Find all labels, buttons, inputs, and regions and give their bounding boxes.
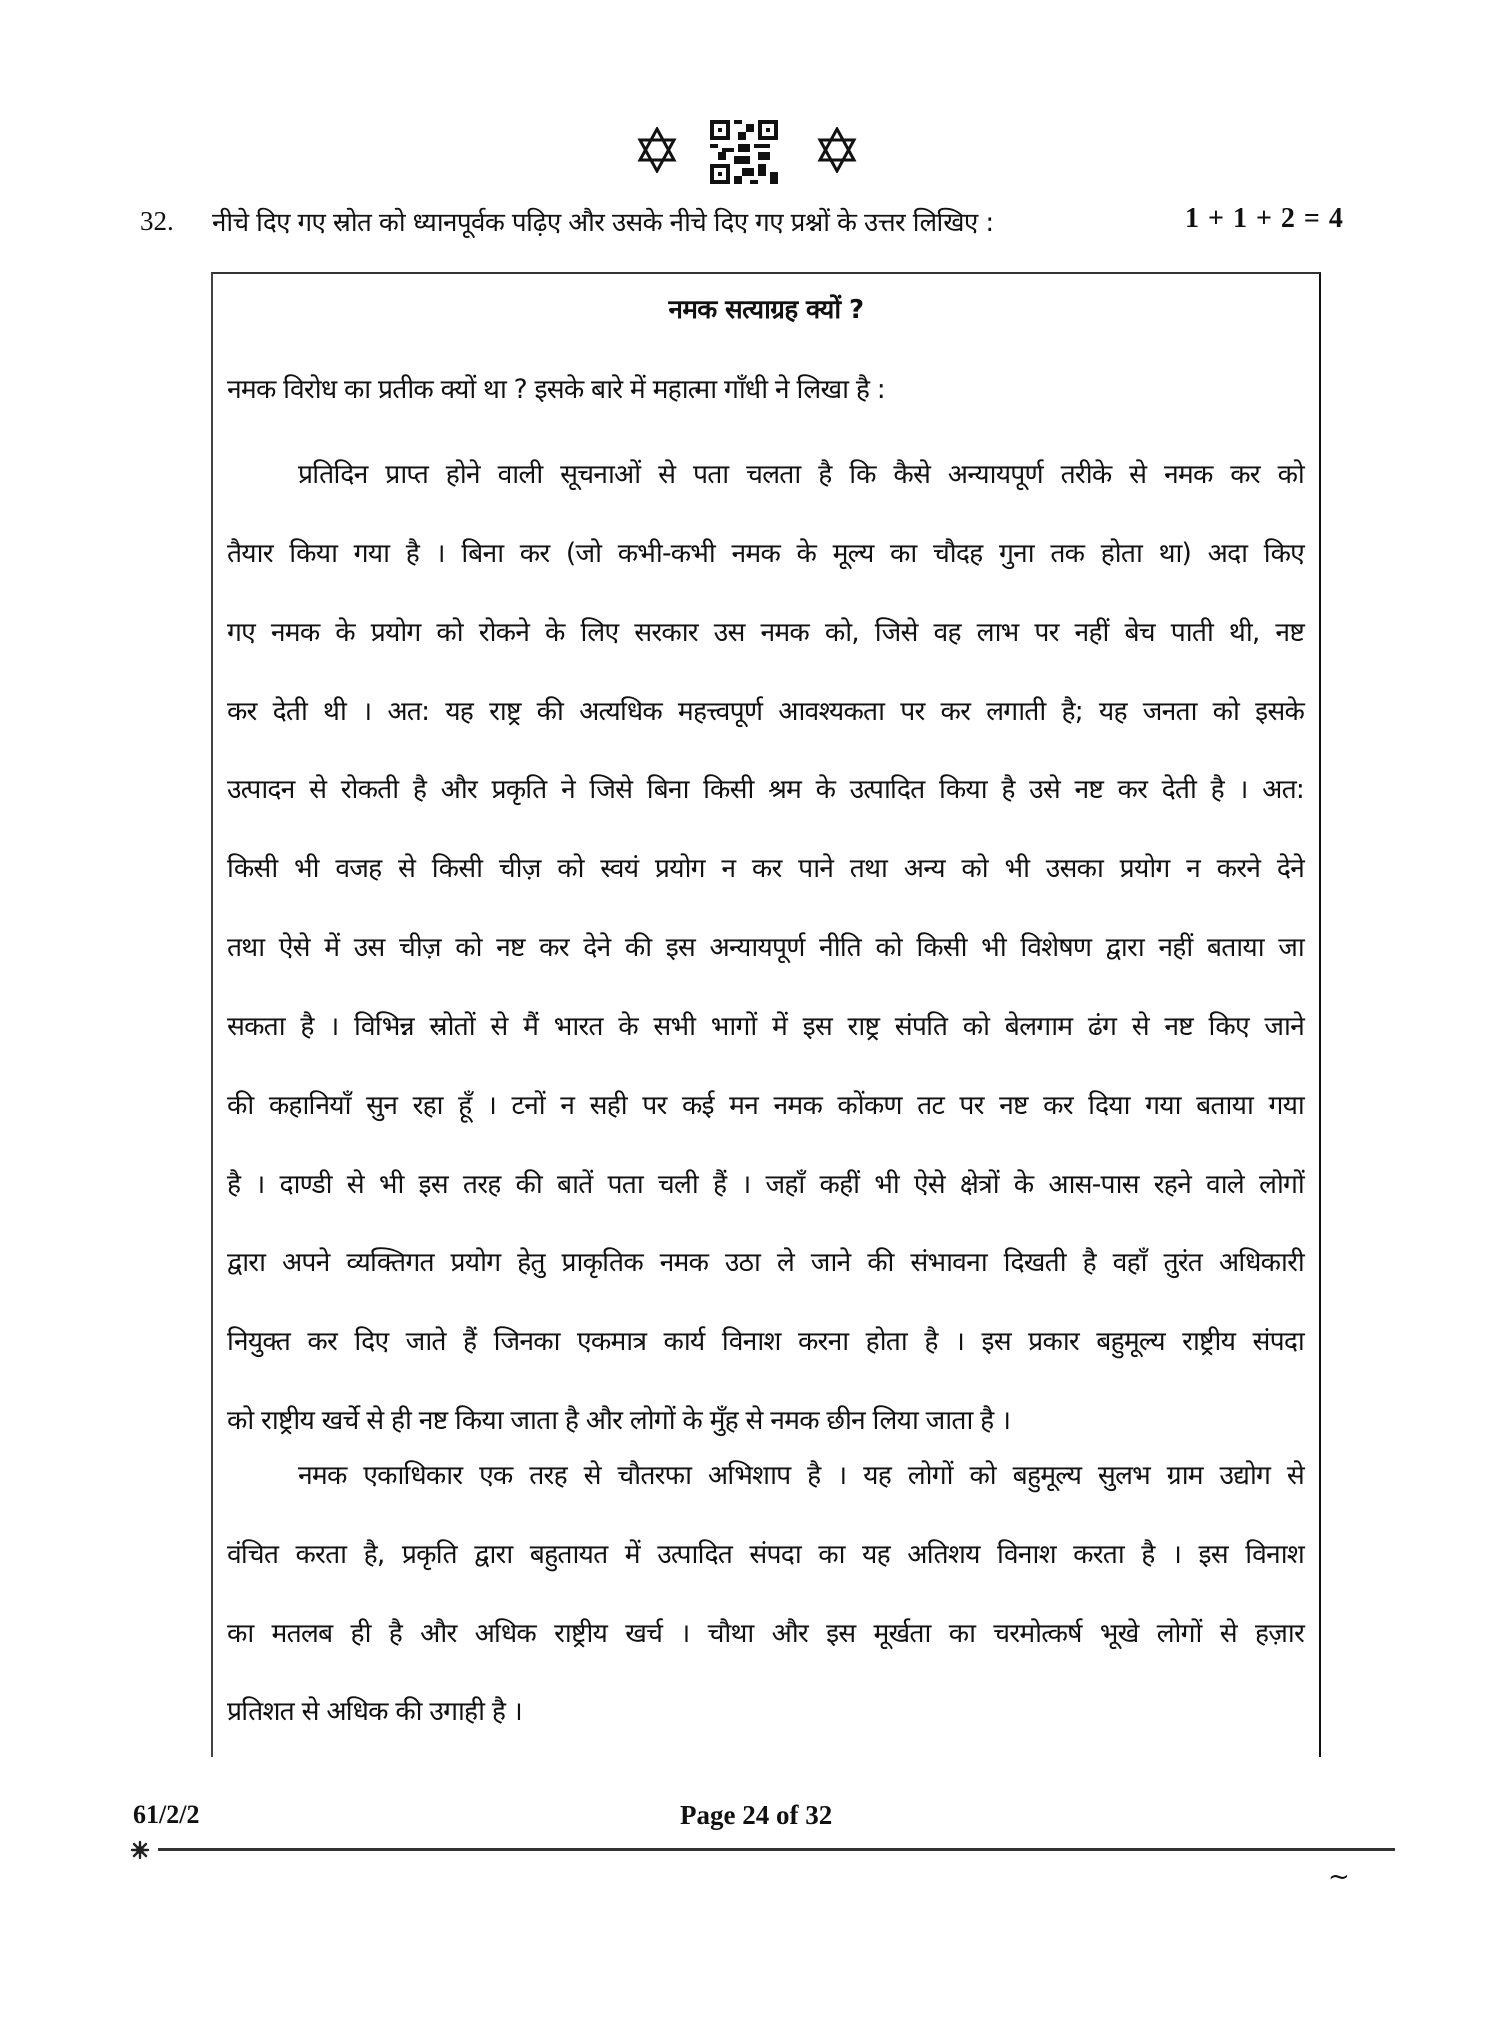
- paper-code: 61/2/2: [133, 1800, 200, 1829]
- question-number: 32.: [140, 206, 174, 236]
- qr-code-icon: [710, 120, 778, 184]
- text-line: किसी भी वजह से किसी चीज़ को स्वयं प्रयोग न कर पाने तथा अन्य को भी उसका प्रयोग न करने देने: [227, 853, 1304, 884]
- text-line: नियुक्त कर दिए जाते हैं जिनका एकमात्र कार्य विनाश करना होता है । इस प्रकार बहुमूल्य राष्ट्रीय संपदा: [227, 1326, 1304, 1357]
- text-line: की कहानियाँ सुन रहा हूँ । टनों न सही पर कई मन नमक कोंकण तट पर नष्ट कर दिया गया बताया गया: [227, 1090, 1304, 1121]
- source-intro: नमक विरोध का प्रतीक क्यों था ? इसके बारे में महात्मा गाँधी ने लिखा है :: [227, 374, 885, 405]
- corner-mark: ~: [1328, 1862, 1350, 1892]
- text-line: उत्पादन से रोकती है और प्रकृति ने जिसे बिना किसी श्रम के उत्पादित किया है उसे नष्ट कर देती है । अत:: [227, 774, 1304, 805]
- text-line: गए नमक के प्रयोग को रोकने के लिए सरकार उस नमक को, जिसे वह लाभ पर नहीं बेच पाती थी, नष्ट: [227, 617, 1304, 648]
- star-of-david-icon: [637, 127, 677, 173]
- text-line: सकता है । विभिन्न स्रोतों से मैं भारत के सभी भागों में इस राष्ट्र संपति को बेलगाम ढंग से नष्ट किए जाने: [227, 1011, 1304, 1042]
- text-line: नमक एकाधिकार एक तरह से चौतरफा अभिशाप है । यह लोगों को बहुमूल्य सुलभ ग्राम उद्योग से: [298, 1460, 1304, 1491]
- star-of-david-icon: [817, 127, 857, 173]
- text-line: तैयार किया गया है । बिना कर (जो कभी-कभी नमक के मूल्य का चौदह गुना तक होता था) अदा किए: [227, 538, 1304, 569]
- text-line: है । दाण्डी से भी इस तरह की बातें पता चली हैं । जहाँ कहीं भी ऐसे क्षेत्रों के आस-पास रहने वाले लोगों: [227, 1169, 1304, 1200]
- text-line: का मतलब ही है और अधिक राष्ट्रीय खर्च । चौथा और इस मूर्खता का चरमोत्कर्ष भूखे लोगों से हज़ार: [227, 1618, 1304, 1649]
- text-line: प्रतिदिन प्राप्त होने वाली सूचनाओं से पता चलता है कि कैसे अन्यायपूर्ण तरीके से नमक कर को: [298, 459, 1304, 490]
- marks-distribution: 1 + 1 + 2 = 4: [1185, 203, 1343, 234]
- source-heading: नमक सत्याग्रह क्यों ?: [668, 295, 864, 325]
- flower-ornament-icon: [130, 1840, 150, 1860]
- text-line: प्रतिशत से अधिक की उगाही है ।: [227, 1696, 522, 1727]
- footer-rule: [158, 1848, 1395, 1851]
- text-line: वंचित करता है, प्रकृति द्वारा बहुतायत में उत्पादित संपदा का यह अतिशय विनाश करता है । इस विनाश: [227, 1539, 1304, 1570]
- text-line: द्वारा अपने व्यक्तिगत प्रयोग हेतु प्राकृतिक नमक उठा ले जाने की संभावना दिखती है वहाँ तुरंत अधिकारी: [227, 1247, 1304, 1278]
- question-instruction: नीचे दिए गए स्रोत को ध्यानपूर्वक पढ़िए और उसके नीचे दिए गए प्रश्नों के उत्तर लिखिए :: [212, 208, 994, 238]
- page-number: Page 24 of 32: [680, 1800, 833, 1830]
- text-line: तथा ऐसे में उस चीज़ को नष्ट कर देने की इस अन्यायपूर्ण नीति को किसी भी विशेषण द्वारा नहीं बताया जा: [227, 932, 1304, 963]
- text-line: कर देती थी । अत: यह राष्ट्र की अत्यधिक महत्त्वपूर्ण आवश्यकता पर कर लगाती है; यह जनता को इसके: [227, 696, 1304, 727]
- text-line: को राष्ट्रीय खर्चे से ही नष्ट किया जाता है और लोगों के मुँह से नमक छीन लिया जाता है ।: [227, 1405, 1011, 1436]
